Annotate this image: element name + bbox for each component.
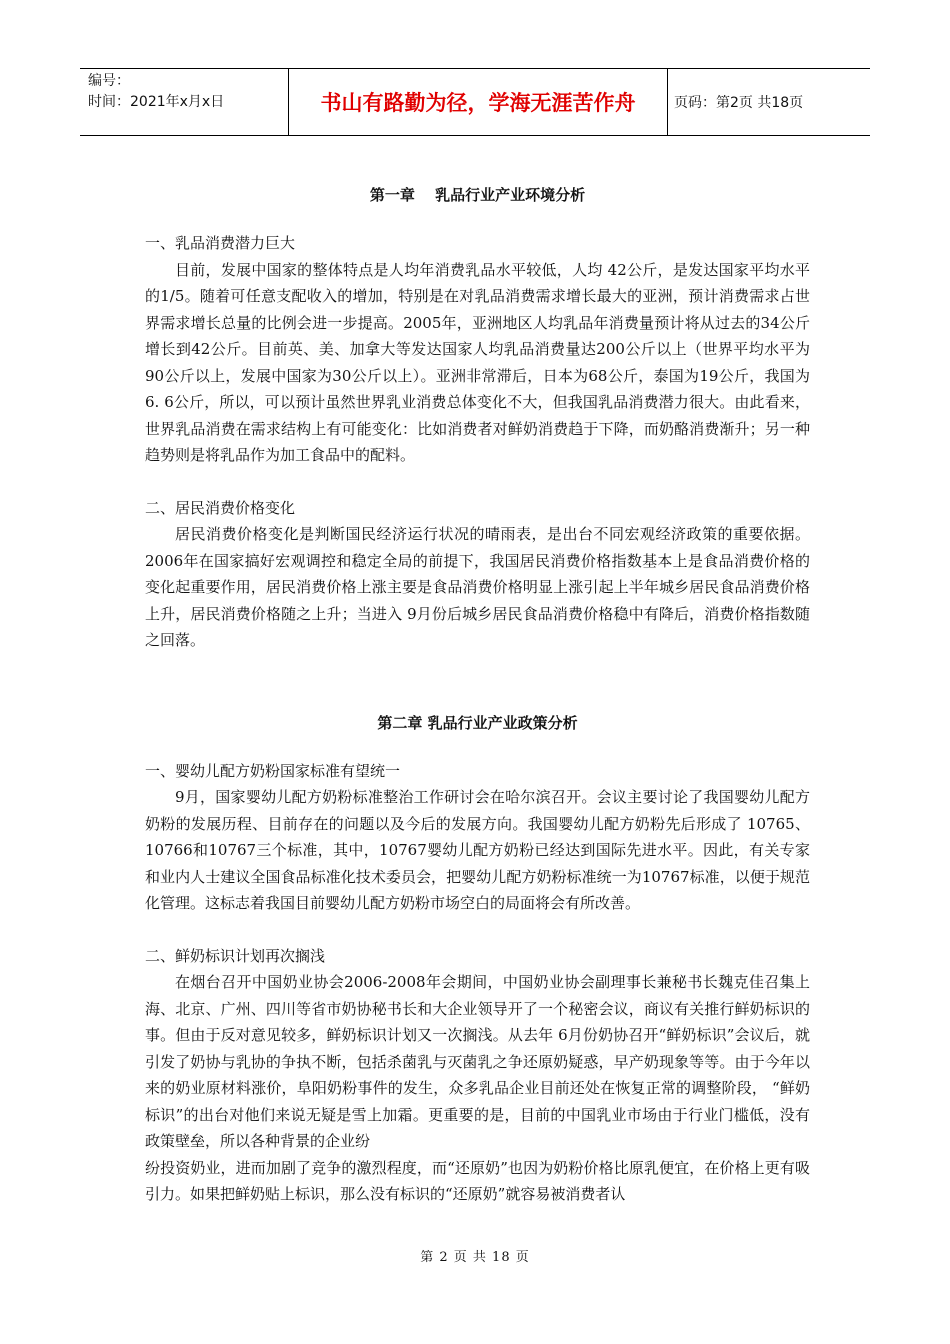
section-paragraph: 在烟台召开中国奶业协会2006-2008年会期间，中国奶业协会副理事长兼秘书长魏克佳召集上海、北京、广州、四川等省市奶协秘书长和大企业领导开了一个秘密会议，商议有关推行鲜奶标识的事。但由于反对意见较多，鲜奶标识计划又一次搁浅。从去年 6月份奶协召开“鲜奶标识”会议后，就引发了奶协与乳协的争执不断，包括杀菌乳与灭菌乳之争还原奶疑惑，早产奶现象等等。由于今年以来的奶业原材料涨价，阜阳奶粉事件的发生，众多乳品企业目前还处在恢复正常的调整阶段， “鲜奶标识”的出台对他们来说无疑是雪上加霜。更重要的是，目前的中国乳业市场由于行业门槛低，没有政策壁垒，所以各种背景的企业纷 [145,973,810,1150]
section-paragraph: 9月，国家婴幼儿配方奶粉标准整治工作研讨会在哈尔滨召开。会议主要讨论了我国婴幼儿配方奶粉的发展历程、目前存在的问题以及今后的发展方向。我国婴幼儿配方奶粉先后形成了 10765、10766和10767三个标准，其中，10767婴幼儿配方奶粉已经达到国际先进水平。因此，有关专家和业内人士建议全国食品标准化技术委员会，把婴幼儿配方奶粉标准统一为10767标准，以便于规范化管理。这标志着我国目前婴幼儿配方奶粉市场空白的局面将会有所改善。 [145,788,810,912]
page-header [80,68,870,136]
section-title: 二、居民消费价格变化 [145,498,296,517]
document-date: 时间：2021年x月x日 [88,94,225,110]
chapter-1-title: 第一章 乳品行业产业环境分析 [369,186,586,204]
chapter-2-title: 第二章 乳品行业产业政策分析 [377,713,578,732]
document-number-label: 编号： [88,73,130,89]
header-page-info: 页码：第2页 共18页 [674,95,804,111]
section-title: 一、婴幼儿配方奶粉国家标准有望统一 [145,761,401,780]
section-paragraph: 纷投资奶业，进而加剧了竞争的激烈程度，而“还原奶”也因为奶粉价格比原乳便宜，在价格上更有吸引力。如果把鲜奶贴上标识，那么没有标识的“还原奶”就容易被消费者认 [145,1158,810,1203]
header-motto: 书山有路勤为径，学海无涯苦作舟 [289,69,668,135]
section-title: 二、鲜奶标识计划再次搁浅 [145,946,326,965]
document-body [145,182,810,1208]
section-paragraph: 目前，发展中国家的整体特点是人均年消费乳品水平较低，人均 42公斤，是发达国家平均水平的1/5。随着可任意支配收入的增加，特别是在对乳品消费需求增长最大的亚洲，预计消费需求占世界需求增长总量的比例会进一步提高。2005年，亚洲地区人均乳品年消费量预计将从过去的34公斤增长到42公斤。目前英、美、加拿大等发达国家人均乳品消费量达200公斤以上（世界平均水平为90公斤以上，发展中国家为30公斤以上）。亚洲非常滞后，日本为68公斤，泰国为19公斤，我国为6. 6公斤，所以，可以预计虽然世界乳业消费总体变化不大，但我国乳品消费潜力很大。由此看来，世界乳品消费在需求结构上有可能变化：比如消费者对鲜奶消费趋于下降，而奶酪消费渐升；另一种趋势则是将乳品作为加工食品中的配料。 [145,260,810,464]
section-paragraph: 居民消费价格变化是判断国民经济运行状况的晴雨表，是出台不同宏观经济政策的重要依据。2006年在国家搞好宏观调控和稳定全局的前提下，我国居民消费价格指数基本上是食品消费价格的变化起重要作用，居民消费价格上涨主要是食品消费价格明显上涨引起上半年城乡居民食品消费价格上升，居民消费价格随之上升；当进入 9月份后城乡居民食品消费价格稳中有降后，消费价格指数随之回落。 [145,525,810,649]
page-footer: 第 2 页 共 18 页 [420,1250,530,1265]
section-title: 一、乳品消费潜力巨大 [145,234,296,252]
header-meta [80,69,289,135]
